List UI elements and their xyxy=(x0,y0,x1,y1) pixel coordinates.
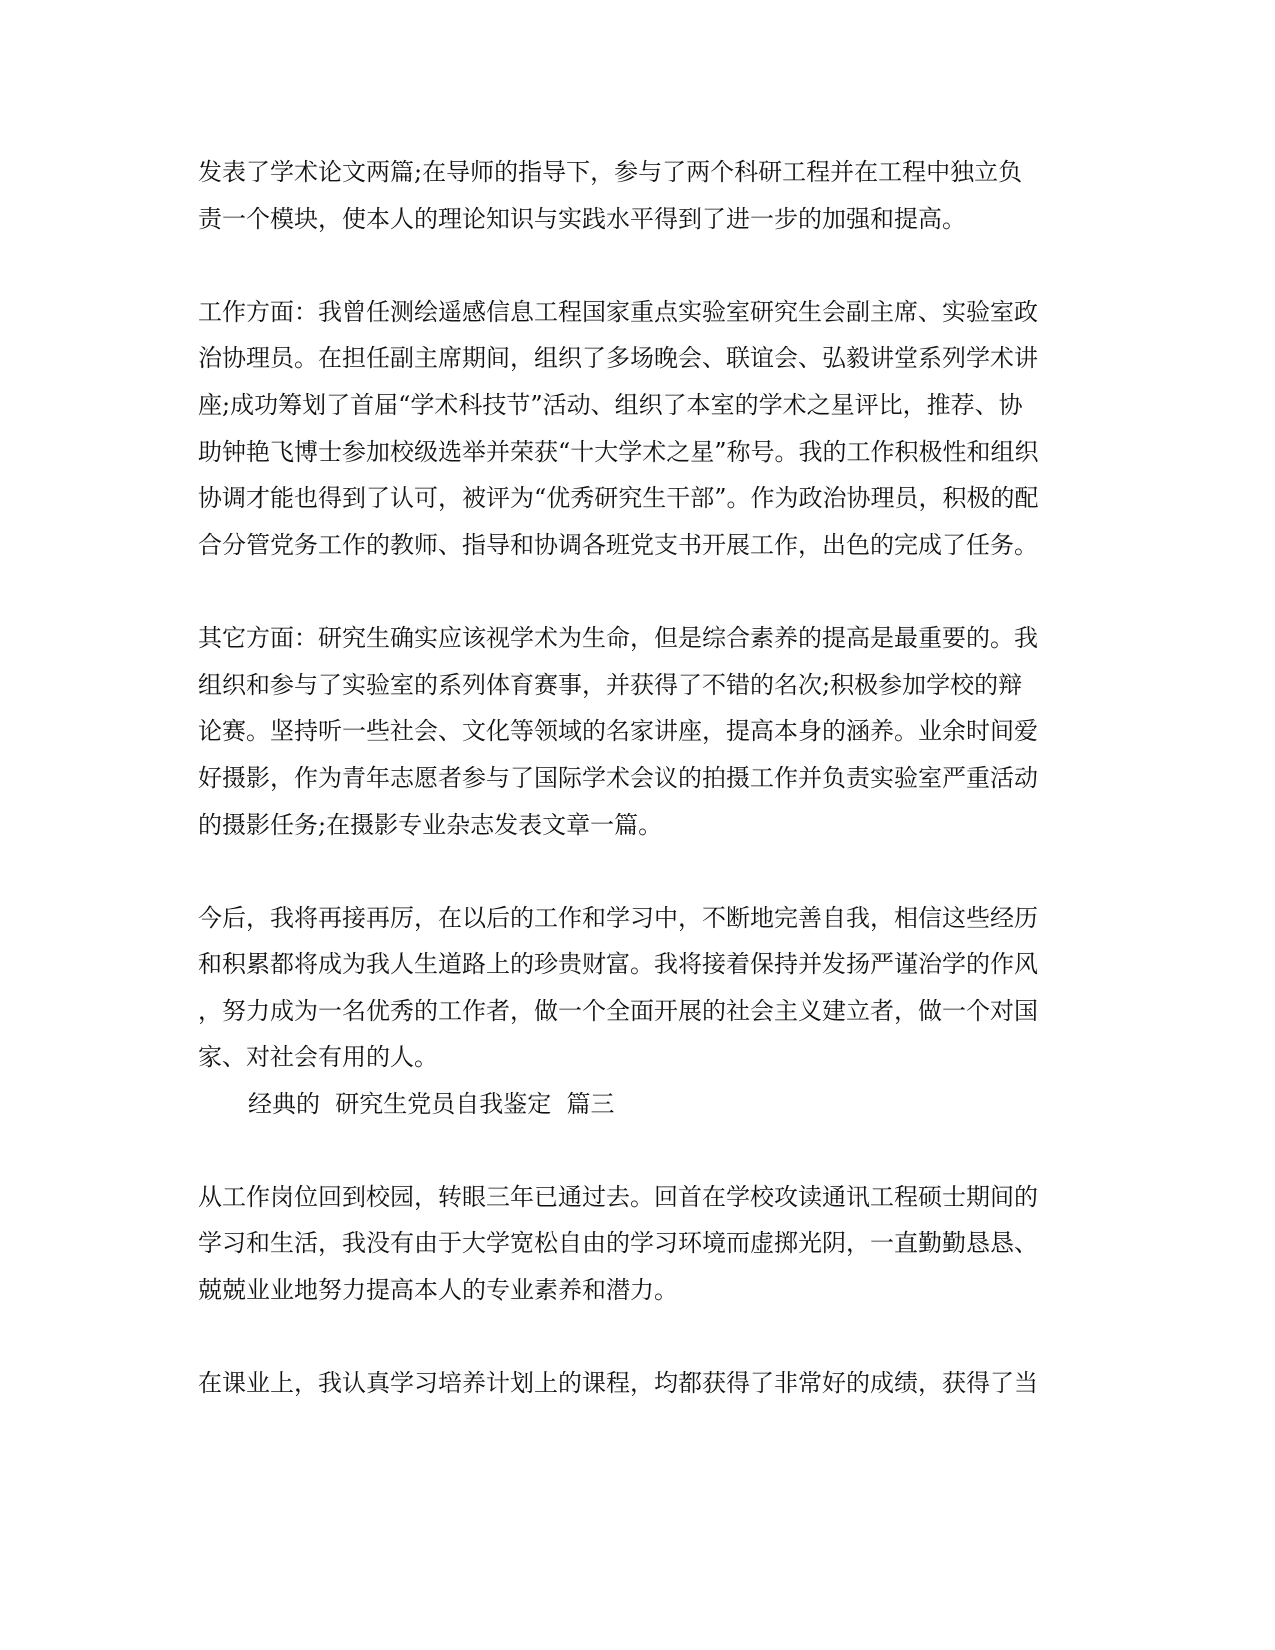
paragraph-1-line-2: 责一个模块，使本人的理论知识与实践水平得到了进一步的加强和提高。 xyxy=(198,205,966,233)
paragraph-2-line-5: 协调才能也得到了认可，被评为“优秀研究生干部”。作为政治协理员，积极的配 xyxy=(198,484,1039,512)
paragraph-3-line-5: 的摄影任务;在摄影专业杂志发表文章一篇。 xyxy=(198,811,663,839)
paragraph-5-line-2: 学习和生活，我没有由于大学宽松自由的学习环境而虚掷光阴，一直勤勤恳恳、 xyxy=(198,1229,1038,1257)
paragraph-6-line-1: 在课业上，我认真学习培养计划上的课程，均都获得了非常好的成绩，获得了当 xyxy=(198,1369,1038,1397)
paragraph-3-line-4: 好摄影，作为青年志愿者参与了国际学术会议的拍摄工作并负责实验室严重活动 xyxy=(198,764,1038,792)
paragraph-5-line-1: 从工作岗位回到校园，转眼三年已通过去。回首在学校攻读通讯工程硕士期间的 xyxy=(198,1183,1038,1211)
paragraph-1-line-1: 发表了学术论文两篇;在导师的指导下，参与了两个科研工程并在工程中独立负 xyxy=(198,158,1023,186)
paragraph-4-line-1: 今后，我将再接再厉，在以后的工作和学习中，不断地完善自我，相信这些经历 xyxy=(198,904,1038,932)
paragraph-2-line-6: 合分管党务工作的教师、指导和协调各班党支书开展工作，出色的完成了任务。 xyxy=(198,531,1038,559)
paragraph-3-line-1: 其它方面：研究生确实应该视学术为生命，但是综合素养的提高是最重要的。我 xyxy=(198,624,1038,652)
paragraph-4-line-3: ，努力成为一名优秀的工作者，做一个全面开展的社会主义建立者，做一个对国 xyxy=(198,997,1038,1025)
paragraph-2-line-4: 助钟艳飞博士参加校级选举并荣获“十大学术之星”称号。我的工作积极性和组织 xyxy=(198,438,1039,466)
paragraph-4-line-4: 家、对社会有用的人。 xyxy=(198,1043,438,1071)
paragraph-2-line-1: 工作方面：我曾任测绘遥感信息工程国家重点实验室研究生会副主席、实验室政 xyxy=(198,298,1038,326)
paragraph-2-line-2: 治协理员。在担任副主席期间，组织了多场晚会、联谊会、弘毅讲堂系列学术讲 xyxy=(198,344,1038,372)
paragraph-2-line-3: 座;成功筹划了首届“学术科技节”活动、组织了本室的学术之星评比，推荐、协 xyxy=(198,391,1023,419)
paragraph-3-line-3: 论赛。坚持听一些社会、文化等领域的名家讲座，提高本身的涵养。业余时间爱 xyxy=(198,717,1038,745)
paragraph-3-line-2: 组织和参与了实验室的系列体育赛事，并获得了不错的名次;积极参加学校的辩 xyxy=(198,671,1023,699)
paragraph-4-line-2: 和积累都将成为我人生道路上的珍贵财富。我将接着保持并发扬严谨治学的作风 xyxy=(198,950,1038,978)
paragraph-5-line-3: 兢兢业业地努力提高本人的专业素养和潜力。 xyxy=(198,1276,678,1304)
section-heading: 经典的 研究生党员自我鉴定 篇三 xyxy=(248,1090,615,1118)
